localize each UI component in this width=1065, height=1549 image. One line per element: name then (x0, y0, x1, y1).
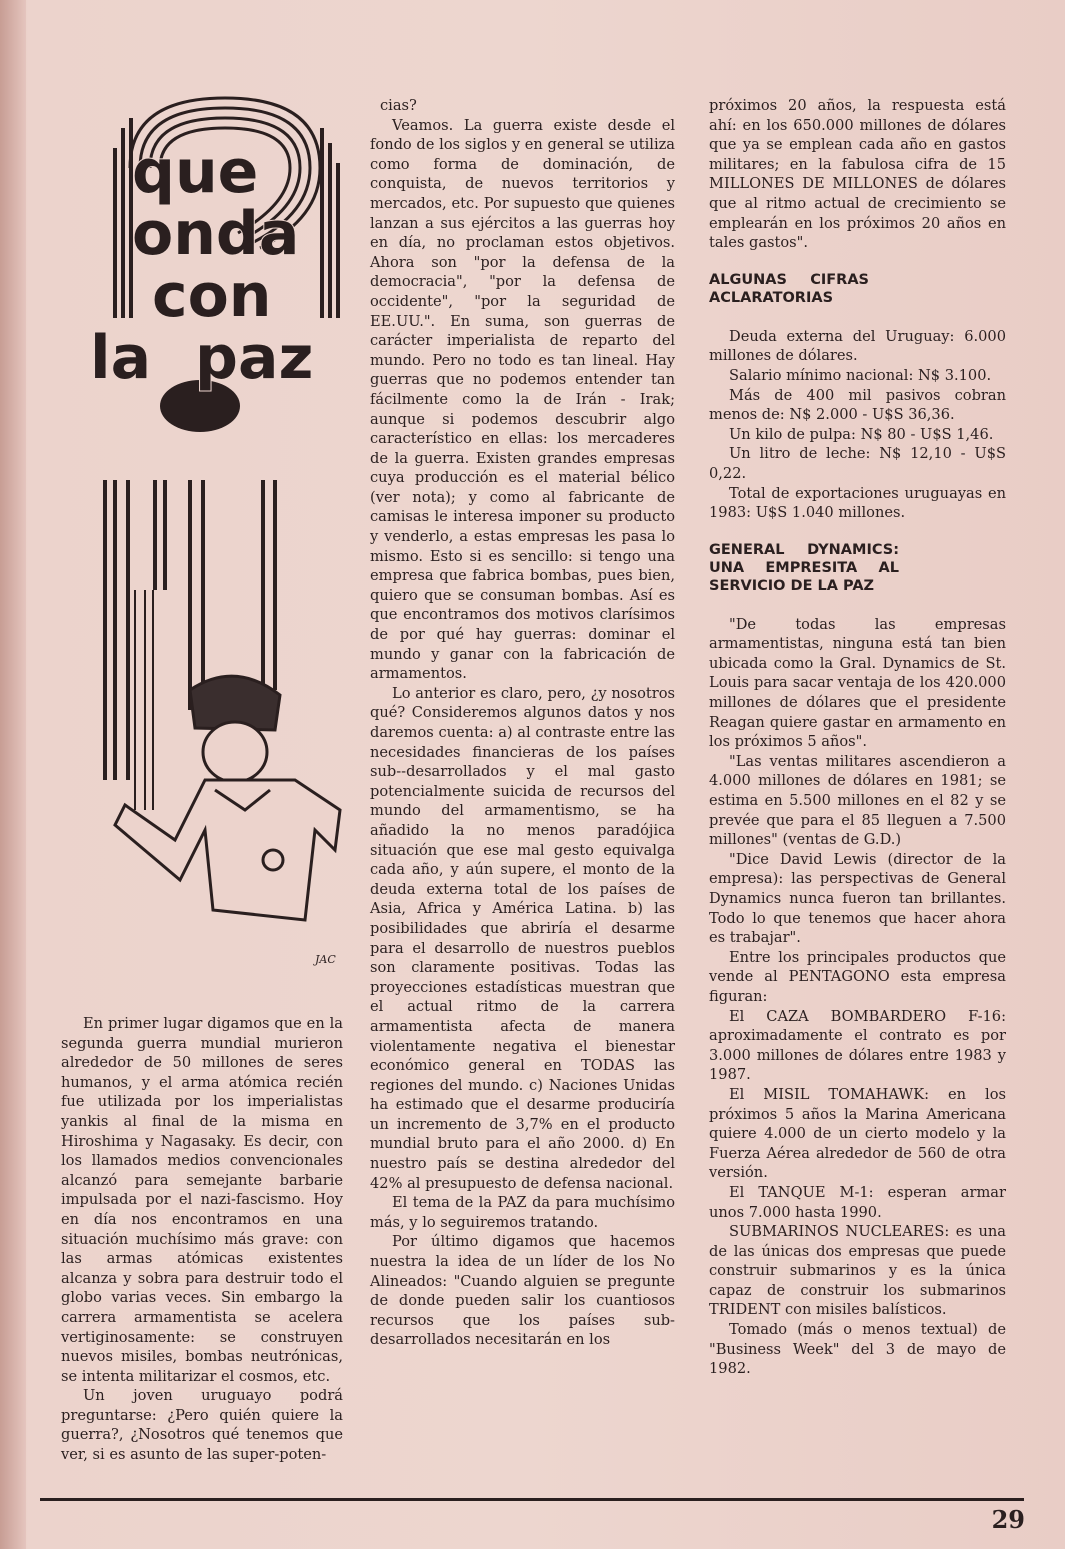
heading-general-dynamics: GENERAL DYNAMICS: UNA EMPRESITA AL SERVICIO DE LA PAZ (709, 541, 899, 594)
figure-item: Total de exportaciones uruguayas en 1983: U$S 1.040 millones. (709, 484, 1006, 522)
col3-paragraph: Tomado (más o menos textual) de "Business Week" del 3 de mayo de 1982. (709, 1321, 1006, 1378)
col3-paragraph: "Las ventas militares ascendieron a 4.000 millones de dólares en 1981; se estima en 5.500 millones en el 82 y se prevée que para el 85 lleguen a 7.500 millones" (ventas de G.D.) (709, 752, 1006, 849)
col3-paragraph: Entre los principales productos que vende al PENTAGONO esta empresa figuran: (709, 948, 1006, 1005)
title-word-2: onda (132, 199, 300, 269)
bottom-rule (40, 1498, 1024, 1501)
col1-paragraph-1: En primer lugar digamos que en la segunda guerra mundial murieron alrededor de 50 millones de seres humanos, y el arma atómica recién fue utilizada por los imperialistas yankis al final de la misma en Hiroshima y Nagasaky. Es decir, con los llamados medios convencionales alcanzó para semejante barbarie impulsada por el nazi-fascismo. Hoy en día nos encontramos en una situación muchísimo más grave: con las armas atómicas existentes alcanza y sobra para destruir todo el globo varias veces. Sin embargo la carrera armamentista se acelera vertiginosamente: se construyen nuevos misiles, bombas neutrónicas, se intenta militarizar el cosmos, etc. (61, 1015, 343, 1385)
col3-paragraph: SUBMARINOS NUCLEARES: es una de las únicas dos empresas que puede construir submarinos y es la única capaz de construir los submarinos TRIDENT con misiles balísticos. (709, 1223, 1006, 1319)
figure-item: Salario mínimo nacional: N$ 3.100. (729, 366, 992, 384)
title-word-3: con (152, 261, 272, 331)
figure-item: Un kilo de pulpa: N$ 80 - U$S 1,46. (729, 425, 994, 443)
col2-paragraph-1: Veamos. La guerra existe desde el fondo de los siglos y en general se utiliza como forma de dominación, de conquista, de nuevos territorios y mercados, etc. Por supuesto que quienes lanzan a sus ejércitos a las guerras hoy en día, no proclaman estos objetivos. Ahora son "por la defensa de la democracia", "por la defensa de occidente", "por la seguridad de EE.UU.". En suma, son guerras de carácter imperialista de reparto del mundo. Pero no todo es tan lineal. Hay guerras que no podemos entender tan fácilmente como la de Irán - Irak; aunque si podemos descubrir algo característico en ellas: los mercaderes de la guerra. Existen grandes empresas cuya producción es el material bélico (ver nota); y como al fabricante de camisas le interesa imponer su producto y venderlo, a estas empresas les pasa lo mismo. Esto si es sencillo: si tengo una empresa que fabrica bombas, pues bien, quiero que se consuman bombas. Así es que encontramos dos motivos clarísimos de por qué hay guerras: dominar el mundo y ganar con la fabricación de armamentos. (370, 116, 675, 683)
col3-paragraph: El CAZA BOMBARDERO F-16: aproximadamente el contrato es por 3.000 millones de dólares entre 1983 y 1987. (709, 1007, 1006, 1084)
page-fold-shadow (0, 0, 26, 1549)
illustrator-signature: JAC (315, 953, 336, 966)
col2-paragraph-2: Lo anterior es claro, pero, ¿y nosotros qué? Consideremos algunos datos y nos daremos cuenta: a) al contraste entre las necesidades financieras de los países sub--desarrollados y el mal gasto potencialmente suicida de recursos del mundo del armamentismo, se ha añadido la no menos paradójica situación que ese mal gesto equivalga cada año, y aún supere, el monto de la deuda externa total de los países de Asia, Africa y América Latina. b) las posibilidades que abriría el desarme para el desarrollo de nuestros pueblos son claramente positivas. Todas las proyecciones estadísticas muestran que el actual ritmo de la carrera armamentista afecta de manera violentamente negativa el bienestar económico general en TODAS las regiones del mundo. c) Naciones Unidas ha estimado que el desarme produciría un incremento de 3,7% en el producto mundial bruto para el año 2000. d) En nuestro país se destina alrededor del 42% al presupuesto de defensa nacional. (370, 684, 675, 1192)
col3-paragraph: "De todas las empresas armamentistas, ninguna está tan bien ubicada como la Gral. Dynamics de St. Louis para sacar ventaja de los 420.000 millones de dólares que el presidente Reagan quiere gastar en armamento en los próximos 5 años". (709, 615, 1006, 751)
col2-lead: cias? (380, 97, 417, 114)
figure-item: Un litro de leche: N$ 12,10 - U$S 0,22. (709, 445, 1006, 482)
heading-cifras: ALGUNAS CIFRAS ACLARATORIAS (709, 271, 869, 306)
title-word-5: paz (195, 323, 314, 393)
col2-paragraph-4: Por último digamos que hacemos nuestra la idea de un líder de los No Alineados: "Cuando alguien se pregunte de donde pueden salir los cuantiosos recursos que los países sub-desarrollados necesitarán en los (370, 1233, 675, 1349)
col2-paragraph-3: El tema de la PAZ da para muchísimo más, y lo seguiremos tratando. (370, 1194, 675, 1231)
title-artwork (90, 88, 360, 438)
col3-paragraph: "Dice David Lewis (director de la empresa): las perspectivas de General Dynamics nunca fueron tan brillantes. Todo lo que tenemos que hacer ahora es trabajar". (709, 850, 1006, 947)
title-word-1: que (132, 137, 259, 207)
column-2 (370, 96, 675, 1350)
col1-paragraph-2: Un joven uruguayo podrá preguntarse: ¿Pero quién quiere la guerra?, ¿Nosotros qué tenemos que ver, si es asunto de las super-poten- (61, 1387, 343, 1464)
column-1 (61, 1014, 343, 1465)
col3-paragraph: El MISIL TOMAHAWK: en los próximos 5 años la Marina Americana quiere 4.000 de un cierto modelo y la Fuerza Aérea alrededor de 560 de otra versión. (709, 1085, 1006, 1182)
column-3 (709, 96, 1006, 1379)
page-number: 29 (991, 1505, 1025, 1534)
marionette-soldier-icon (95, 480, 355, 970)
figure-item: Deuda externa del Uruguay: 6.000 millones de dólares. (709, 327, 1006, 365)
col3-intro: próximos 20 años, la respuesta está ahí: en los 650.000 millones de dólares que ya se emplean cada año en gastos militares; en la fabulosa cifra de 15 MILLONES DE MILLONES de dólares que al ritmo actual de crecimiento se emplearán en los próximos 20 años en tales gastos". (709, 97, 1006, 252)
col3-paragraph: El TANQUE M-1: esperan armar unos 7.000 hasta 1990. (709, 1183, 1006, 1221)
title-word-4: la (90, 323, 152, 393)
figure-item: Más de 400 mil pasivos cobran menos de: N$ 2.000 - U$S 36,36. (709, 386, 1006, 424)
